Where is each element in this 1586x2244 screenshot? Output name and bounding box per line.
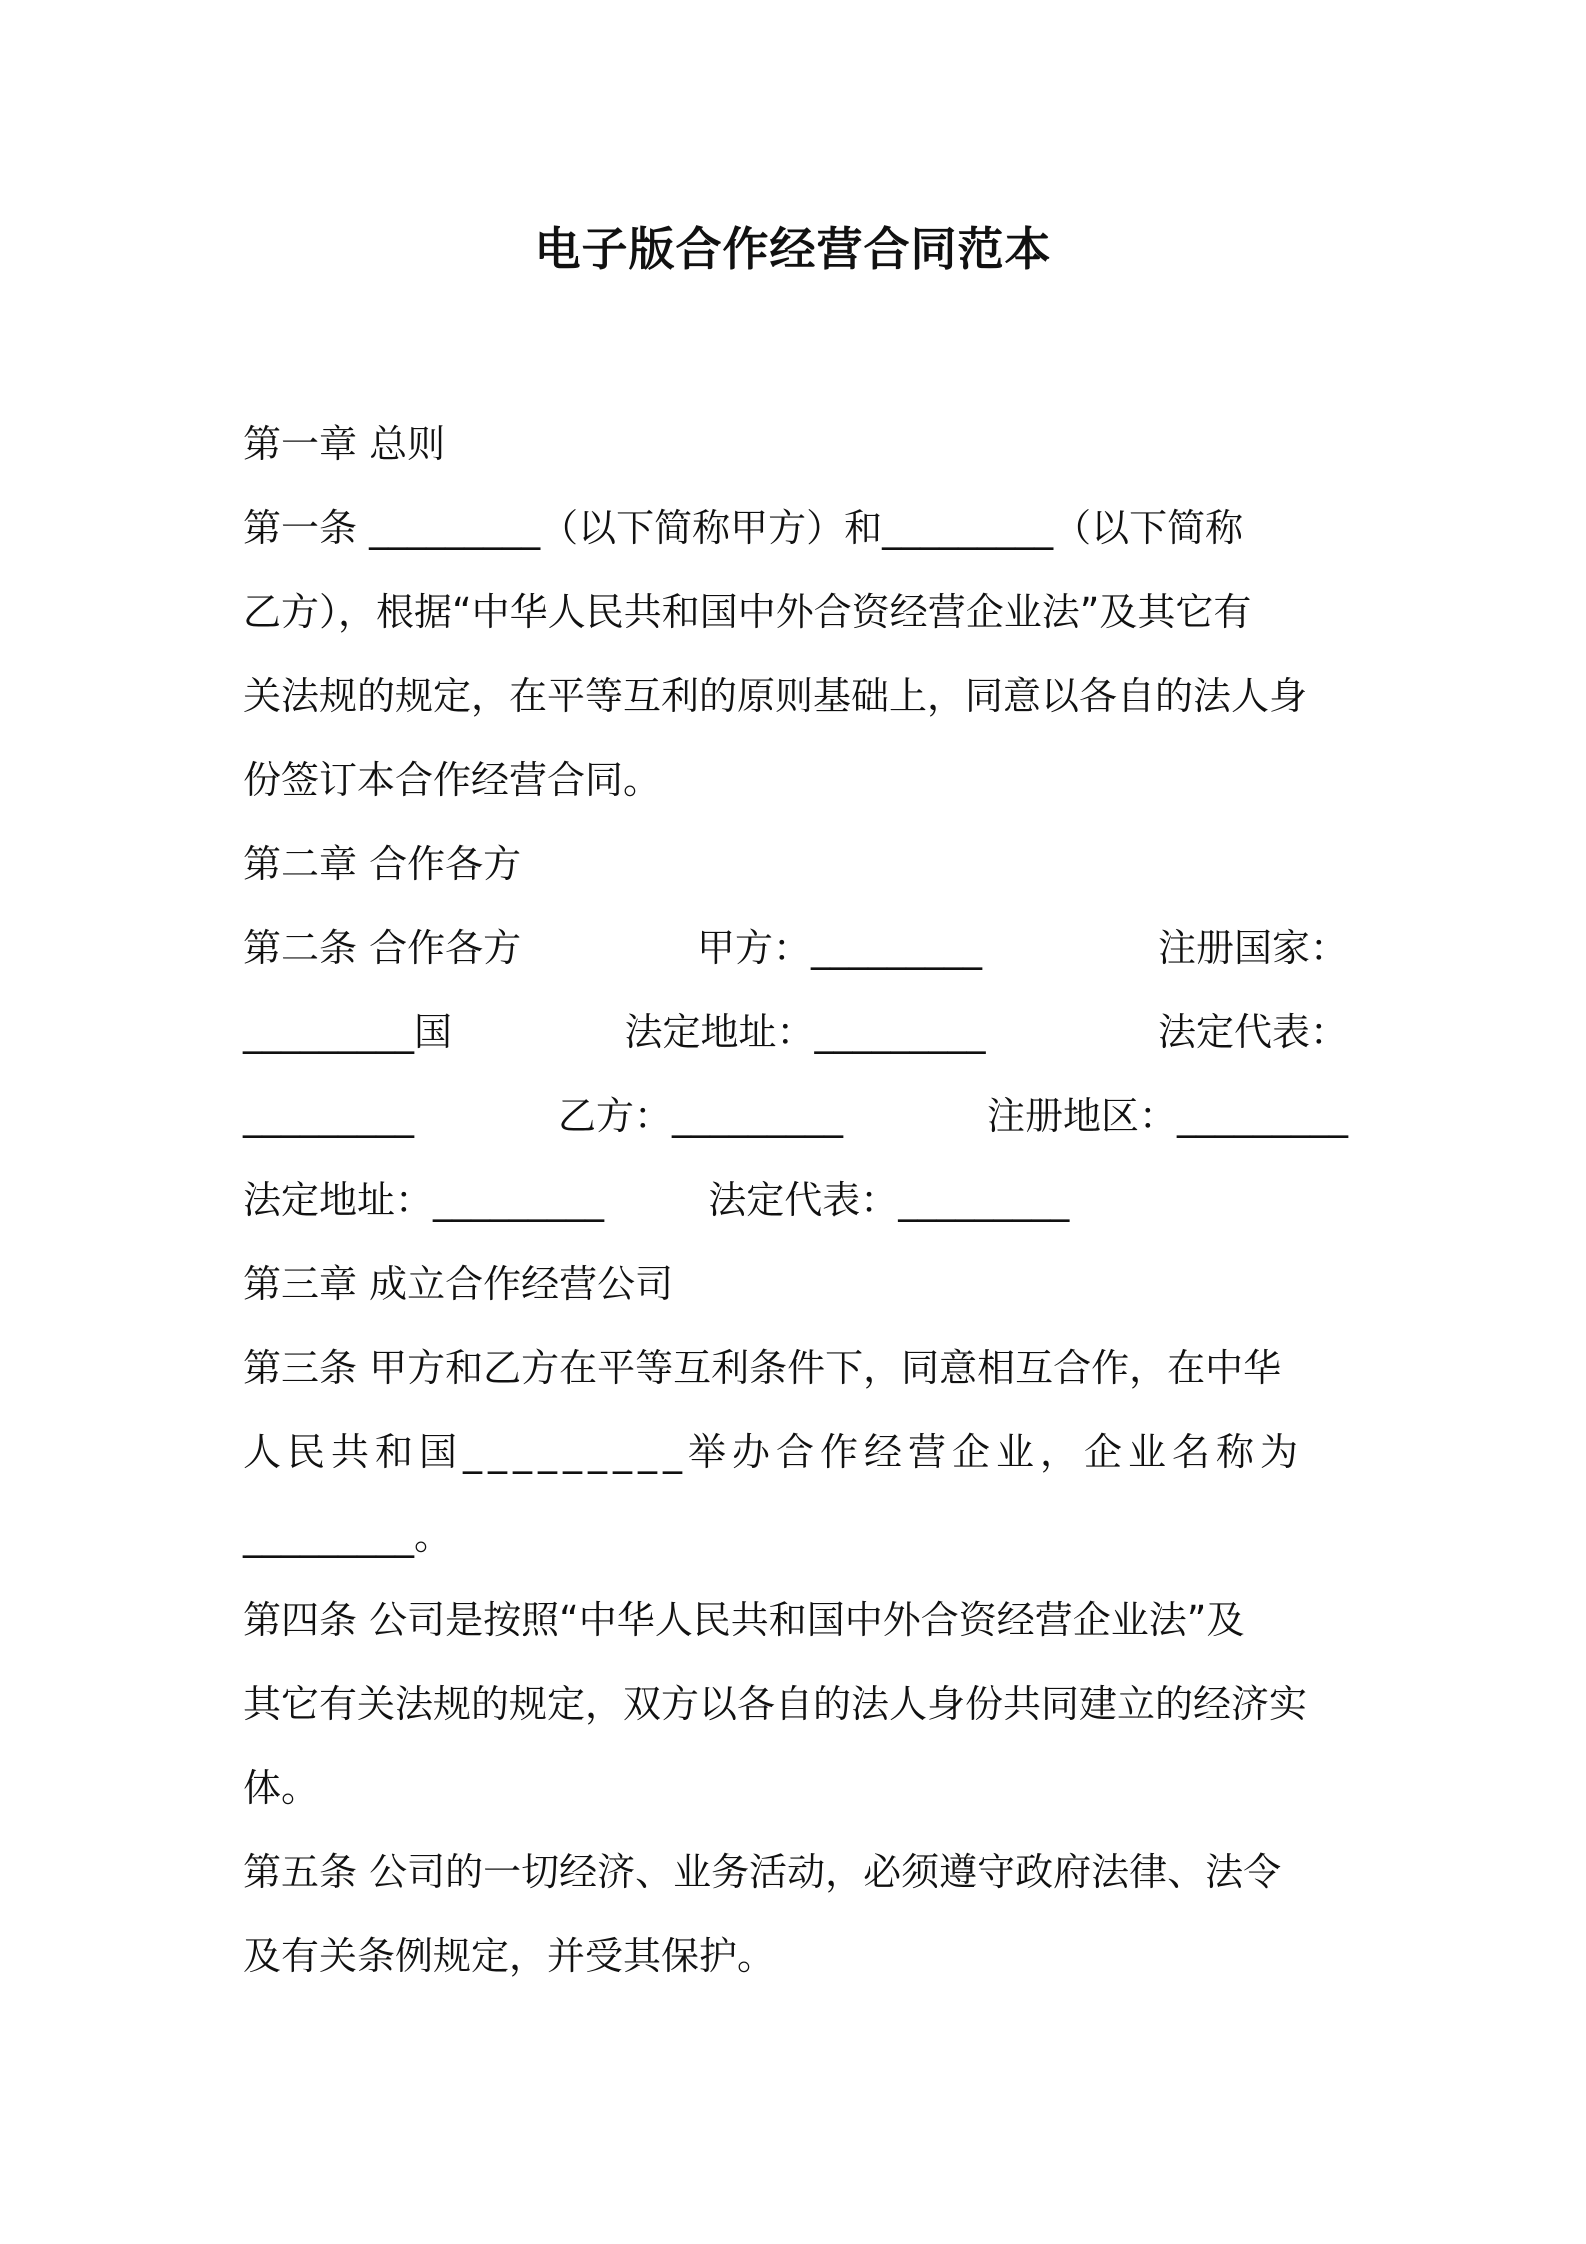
document-title: 电子版合作经营合同范本 xyxy=(534,222,1052,276)
chapter-3-heading: 第三章 成立合作经营公司 xyxy=(243,1262,674,1306)
article-2-line-1 xyxy=(243,906,1348,990)
article-5-line-1: 第五条 公司的一切经济、业务活动，必须遵守政府法律、法令 xyxy=(243,1850,1282,1894)
party-a-field: 甲方：_________ xyxy=(697,926,983,970)
party-b-rep-field: 法定代表：_________ xyxy=(708,1178,1070,1222)
document-body xyxy=(243,402,1348,1998)
registered-country-label: 注册国家： xyxy=(1157,926,1348,970)
article-2-line-3 xyxy=(243,1074,1348,1158)
article-4-line-1: 第四条 公司是按照“中华人民共和国中外合资经营企业法”及 xyxy=(243,1598,1245,1642)
article-5-line-2: 及有关条例规定，并受其保护。 xyxy=(243,1934,776,1978)
article-1-line-1: 第一条 _________（以下简称甲方）和_________（以下简称 xyxy=(243,506,1244,550)
article-3-line-2: 人民共和国_________举办合作经营企业，企业名称为 xyxy=(243,1430,1305,1474)
article-4-line-2: 其它有关法规的规定，双方以各自的法人身份共同建立的经济实 xyxy=(243,1682,1308,1726)
party-a-rep-field: _________ xyxy=(243,1094,414,1138)
article-1-line-2: 乙方），根据“中华人民共和国中外合资经营企业法”及其它有 xyxy=(243,590,1252,634)
article-4-line-3: 体。 xyxy=(243,1766,320,1810)
chapter-1-heading: 第一章 总则 xyxy=(243,422,446,466)
article-2-line-2 xyxy=(243,990,1348,1074)
article-1-line-4: 份签订本合作经营合同。 xyxy=(243,758,662,802)
party-a-address-field: 法定地址：_________ xyxy=(624,1010,986,1054)
article-1-line-3: 关法规的规定，在平等互利的原则基础上，同意以各自的法人身 xyxy=(243,674,1308,718)
party-a-rep-label: 法定代表： xyxy=(1157,1010,1348,1054)
registered-country-field: _________国 xyxy=(243,1010,453,1054)
article-2-line-4 xyxy=(243,1158,1348,1242)
article-3-line-3: _________。 xyxy=(243,1514,453,1558)
article-3-line-1: 第三条 甲方和乙方在平等互利条件下，同意相互合作，在中华 xyxy=(243,1346,1282,1390)
article-2-label: 第二条 合作各方 xyxy=(243,926,522,970)
party-b-field: 乙方：_________ xyxy=(557,1094,843,1138)
party-b-address-field: 法定地址：_________ xyxy=(243,1178,605,1222)
chapter-2-heading: 第二章 合作各方 xyxy=(243,842,522,886)
registered-region-field: 注册地区：_________ xyxy=(986,1094,1348,1138)
